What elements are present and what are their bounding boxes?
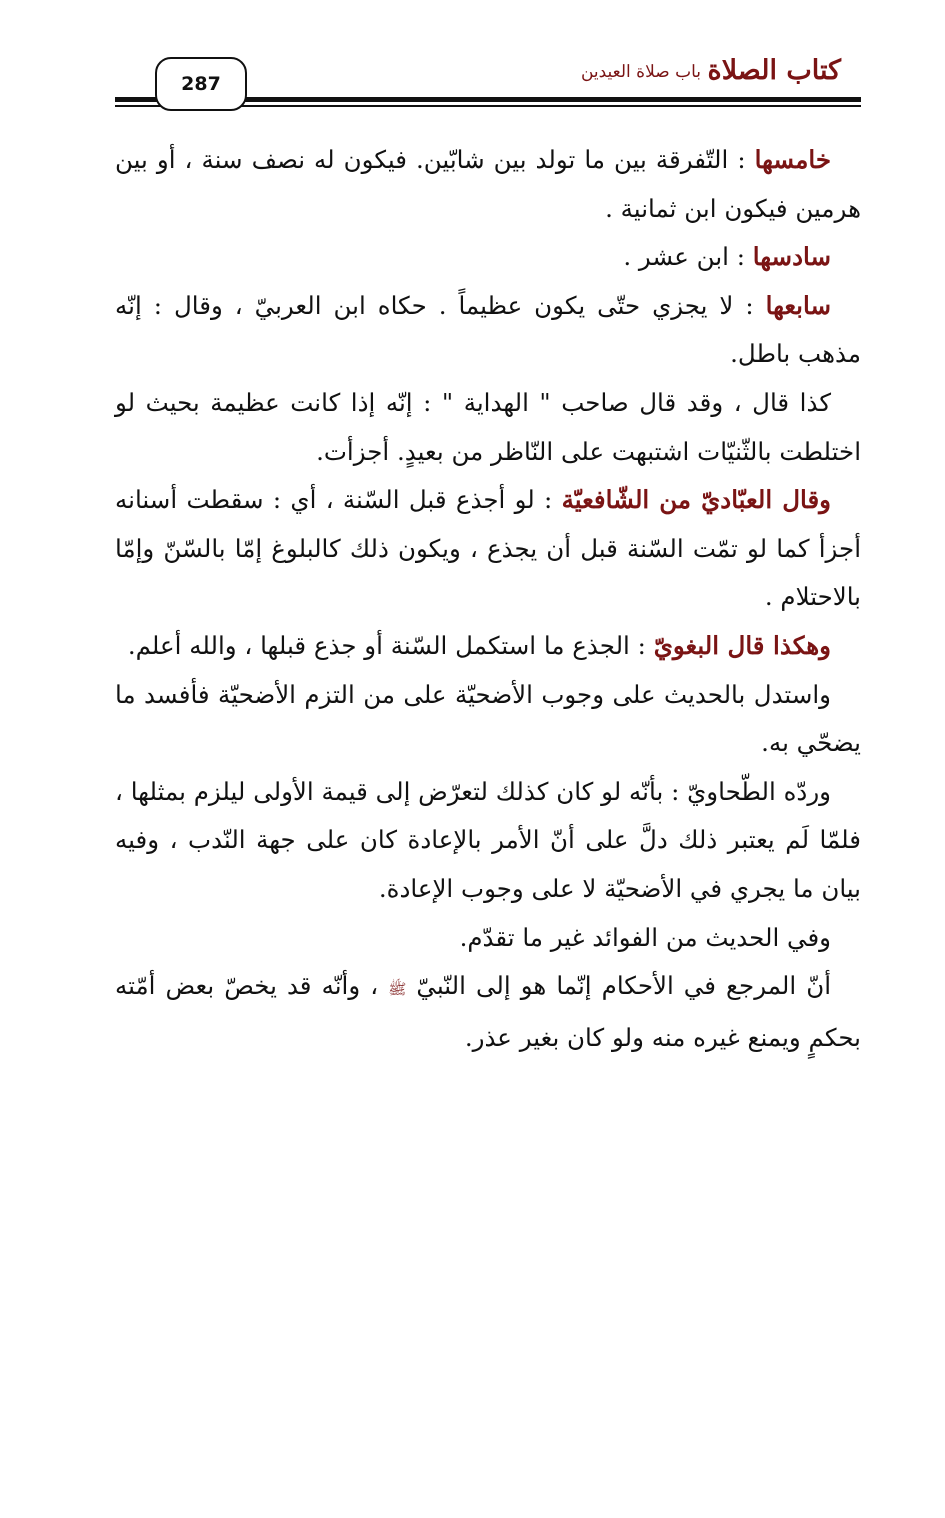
paragraph-lead: خامسها <box>754 145 831 174</box>
page-number: 287 <box>181 73 221 95</box>
paragraph-lead: سابعها <box>765 290 831 320</box>
paragraph-text: : الجذع ما استكمل السّنة أو جذع قبلها ، والله أعلم. <box>127 630 654 660</box>
paragraph-lead: وهكذا قال البغويّ <box>653 630 831 660</box>
book-title: كتاب الصلاة <box>707 55 841 86</box>
paragraph-text: : التّفرقة بين ما تولد بين شابّين. فيكون له نصف سنة ، أو بين هرمين فيكون ابن ثمانية . <box>115 145 861 223</box>
page-body <box>115 136 861 1062</box>
paragraph-seventh-opinion <box>115 282 861 379</box>
paragraph-fifth-opinion <box>115 136 861 233</box>
paragraph-lead: وقال العبّاديّ من الشّافعيّة <box>561 485 831 515</box>
chapter-title: باب صلاة العيدين <box>580 62 701 82</box>
honorific-symbol: ﷺ <box>388 980 407 999</box>
paragraph-text: : لا يجزي حتّى يكون عظيماً . حكاه ابن العربيّ ، وقال : إنّه مذهب باطل. <box>115 290 861 369</box>
paragraph-text: أنّ المرجع في الأحكام إنّما هو إلى النّبيّ <box>406 971 832 1001</box>
paragraph-istidlal <box>115 671 861 768</box>
paragraph-text: كذا قال ، وقد قال صاحب " الهداية " : إنّه إذا كانت عظيمة بحيث لو اختلطت بالثّنيّات اشتبهت على النّاظر من بعيدٍ. أجزأت. <box>115 387 861 466</box>
paragraph-lead: سادسها <box>752 242 831 272</box>
paragraph-abbadi <box>115 476 861 622</box>
page-number-box <box>155 57 247 111</box>
paragraph-benefits <box>115 914 861 963</box>
paragraph-reference <box>115 962 861 1062</box>
paragraph-text: : لو أجذع قبل السّنة ، أي : سقطت أسنانه أجزأ كما لو تمّت السّنة قبل أن يجذع ، ويكون ذلك كالبلوغ إمّا بالسّنّ وإمّا بالاحتلام . <box>115 485 861 612</box>
paragraph-tahawi <box>115 768 861 914</box>
paragraph-hidaya-quote <box>115 379 861 476</box>
paragraph-text: : ابن عشر . <box>623 242 753 272</box>
paragraph-baghawi <box>115 622 861 671</box>
page-header <box>115 48 861 118</box>
paragraph-sixth-opinion <box>115 233 861 282</box>
paragraph-text: وردّه الطّحاويّ : بأنّه لو كان كذلك لتعرّض إلى قيمة الأولى ليلزم بمثلها ، فلمّا لَم يعتبر ذلك دلَّ على أنّ الأمر بالإعادة كان على جهة النّدب ، وفيه بيان ما يجري في الأضحيّة لا على وجوب الإعادة. <box>115 776 861 903</box>
paragraph-text-continued: ، وأنّه قد يخصّ بعض أمّته بحكمٍ ويمنع غيره منه ولو كان بغير عذر. <box>115 971 861 1052</box>
paragraph-text: واستدل بالحديث على وجوب الأضحيّة على من التزم الأضحيّة فأفسد ما يضحّي به. <box>115 679 861 758</box>
paragraph-text: وفي الحديث من الفوائد غير ما تقدّم. <box>459 922 831 952</box>
